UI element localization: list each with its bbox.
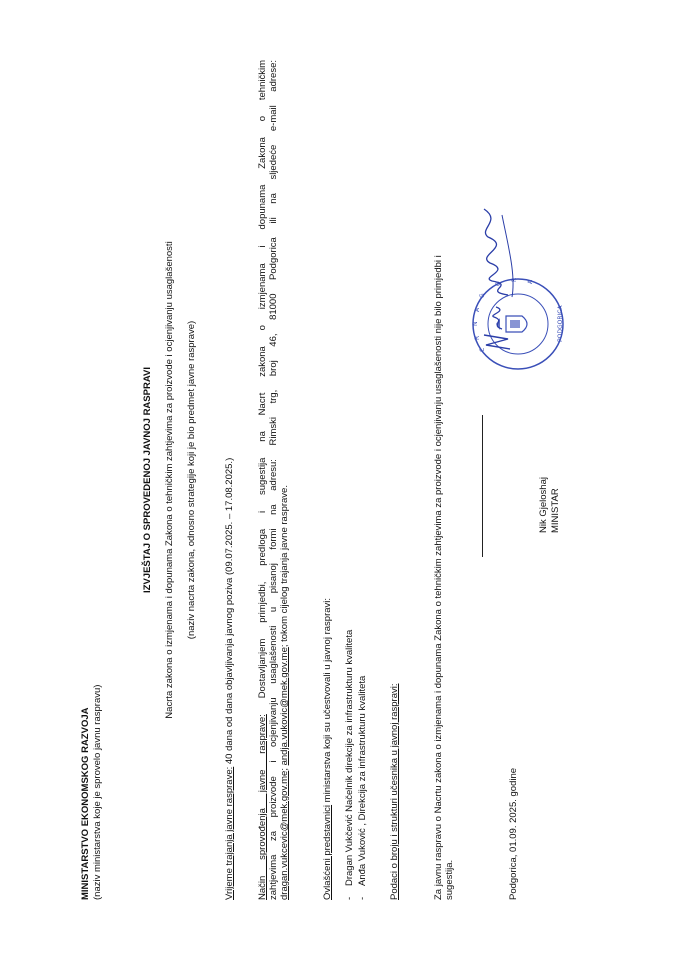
duration-value: 40 dana od dana objavljivanja javnog poziva (09.07.2025. – 17.08.2025.) xyxy=(224,457,235,767)
participants-text-1: Za javnu raspravu o Nacrtu zakona o izmjenama i dopunama Zakona o tehničkim zahtjevima za proizvode i ocjenjivanju usaglašenosti nije bilo primjedbi i xyxy=(433,255,444,900)
method-line-2: zahtjevima za proizvode i ocjenjivanju usaglašenosti u pisanoj formi na adresu: Rimski trg, broj 46, 81000 Podgorica ili na sljedeće e-mail adrese: xyxy=(268,60,279,900)
list-item xyxy=(357,676,368,900)
handwritten-signature xyxy=(472,205,532,355)
report-subject-note: (naziv nacrta zakona, odnosno strategije koji je bio predmet javne rasprave) xyxy=(186,320,197,640)
place-date: Podgorica, 01.09. 2025. godine xyxy=(508,767,519,900)
representatives-label: Ovlašćeni predstavnici xyxy=(322,804,333,900)
email-link-2[interactable]: andja.vukovic@mek.gov.me xyxy=(279,647,290,766)
list-bullet: - xyxy=(357,896,368,900)
participants-text-2: sugestija. xyxy=(444,859,455,900)
svg-text:O: O xyxy=(495,281,502,286)
list-bullet: - xyxy=(344,896,355,900)
svg-text:PODGORICA: PODGORICA xyxy=(557,305,564,342)
svg-text:G: G xyxy=(479,293,486,298)
method-line-3 xyxy=(279,485,290,900)
method-label: Način sprovođenja javne rasprave: xyxy=(257,714,268,900)
svg-text:C: C xyxy=(479,347,486,352)
email-separator: ; xyxy=(279,765,290,771)
representatives-heading xyxy=(322,598,333,900)
svg-text:R: R xyxy=(511,277,518,282)
list-item xyxy=(344,630,355,900)
method-line-1 xyxy=(257,60,268,900)
signature-line xyxy=(482,415,483,557)
representatives-label-rest: ministarstva koji su učestvovali u javnoj raspravi: xyxy=(322,597,333,805)
signatory-name: Nik Gjeloshaj xyxy=(538,477,549,533)
ministry-name: MINISTARSTVO EKONOMSKOG RAZVOJA xyxy=(80,707,91,900)
representative-1: Dragan Vukčević Načelnik direkcije za infrastrukturu kvaliteta xyxy=(344,629,355,886)
duration-label: Vrijeme trajanja javne rasprave: xyxy=(224,766,235,900)
report-title: IZVJEŠTAJ O SPROVEDENOJ JAVNOJ RASPRAVI xyxy=(142,367,153,593)
svg-text:R: R xyxy=(474,335,481,340)
svg-text:A: A xyxy=(474,307,481,312)
signatory-title: MINISTAR xyxy=(550,488,561,533)
report-subject: Nacrta zakona o izmjenama i dopunama Zakona o tehničkim zahtjevima za proizvode i ocjenjivanju usaglašenosti xyxy=(164,241,175,719)
method-text-3: ; tokom cijelog trajanja javne rasprave. xyxy=(279,485,290,648)
method-text-1: Dostavljanjem primjedbi, predloga i sugestija na Nacrt zakona o izmjenama i dopunama Zakona o tehničkim xyxy=(257,60,268,715)
svg-text:N: N xyxy=(472,321,479,326)
ministry-note: (naziv ministarstva koje je sprovelo javnu raspravu) xyxy=(92,684,103,900)
svg-text:A: A xyxy=(527,279,534,284)
representative-2: Anđa Vuković , Direkcija za infrastrukturu kvaliteta xyxy=(357,675,368,886)
duration-line xyxy=(224,458,235,900)
email-link-1[interactable]: dragan.vukcevic@mek.gov.me xyxy=(279,770,290,900)
participants-heading: Podaci o broju i strukturi učesnika u javnoj raspravi: xyxy=(389,683,400,900)
